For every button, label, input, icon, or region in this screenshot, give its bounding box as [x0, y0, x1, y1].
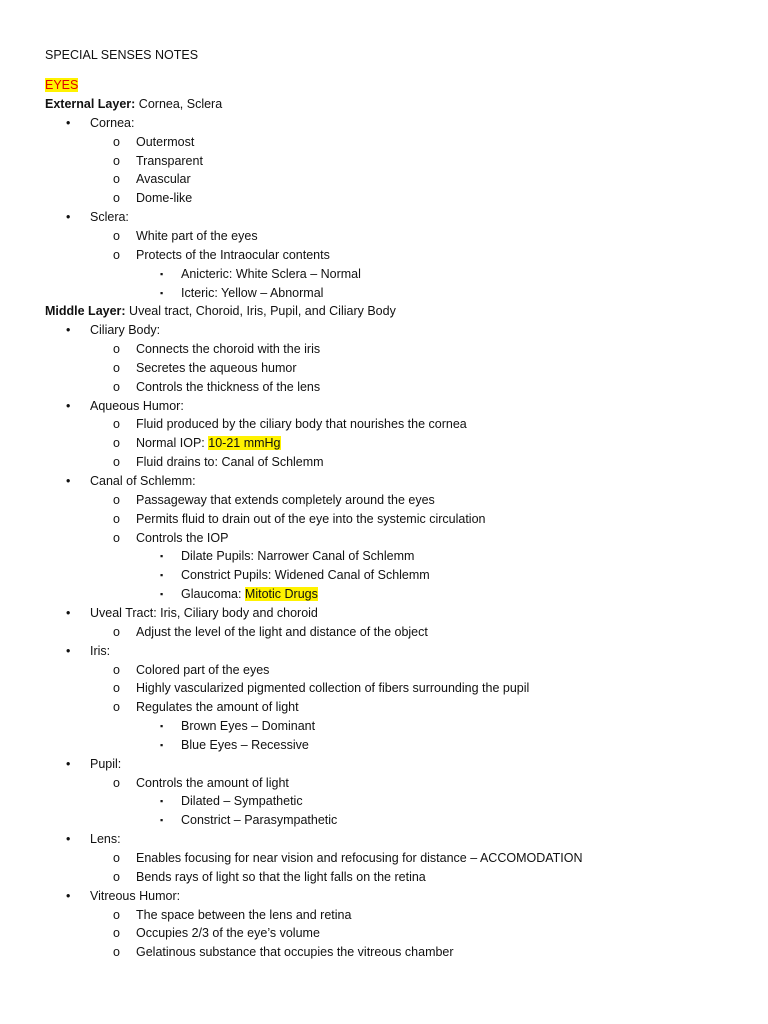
- bullet-marker: o: [113, 360, 120, 375]
- note-text-content: Cornea:: [90, 115, 135, 130]
- bullet-marker: o: [113, 700, 120, 715]
- note-text: [181, 812, 337, 828]
- note-text: [136, 680, 529, 696]
- note-text: [136, 511, 485, 527]
- note-text: [136, 944, 454, 960]
- note-text-content: Blue Eyes – Recessive: [181, 737, 309, 752]
- bullet-marker: •: [66, 605, 71, 620]
- bullet-marker: •: [66, 643, 71, 658]
- note-text-content: Cornea, Sclera: [135, 97, 223, 111]
- note-text: [181, 793, 303, 809]
- note-text: [136, 699, 299, 715]
- section-heading-eyes: [45, 77, 78, 93]
- bullet-marker: ▪: [160, 551, 164, 562]
- note-text: [90, 888, 180, 904]
- bullet-marker: •: [66, 474, 71, 488]
- bullet-marker: ▪: [160, 815, 164, 826]
- note-text-content: Regulates the amount of light: [136, 700, 299, 715]
- note-text-content: Bends rays of light so that the light falls on the retina: [136, 869, 426, 884]
- note-text-content: Dome-like: [136, 191, 193, 206]
- note-text: [90, 473, 196, 489]
- note-text-content: Highly vascularized pigmented collection of fibers surrounding the pupil: [136, 681, 530, 696]
- note-text: [90, 209, 129, 225]
- note-text-content: Normal IOP:: [136, 436, 209, 451]
- note-text: [136, 416, 467, 432]
- bullet-marker: o: [113, 530, 120, 545]
- note-text: [90, 643, 110, 659]
- note-text-content: Permits fluid to drain out of the eye into the systemic circulation: [136, 511, 486, 526]
- note-text: [181, 567, 430, 583]
- note-text-content: Controls the thickness of the lens: [136, 379, 321, 394]
- note-text-content: Lens:: [90, 832, 121, 847]
- note-text: [136, 360, 297, 376]
- bullet-marker: •: [66, 756, 71, 771]
- note-text: [136, 341, 320, 357]
- bullet-marker: •: [66, 323, 71, 338]
- bullet-marker: •: [66, 398, 71, 413]
- bullet-marker: •: [66, 115, 71, 130]
- bullet-marker: ▪: [160, 287, 164, 298]
- bullet-marker: o: [113, 624, 120, 639]
- bullet-marker: o: [113, 436, 120, 451]
- note-text-content: Vitreous Humor:: [90, 888, 181, 903]
- note-text-content: Dilate Pupils: Narrower Canal of Schlemm: [181, 549, 415, 564]
- note-text: [181, 586, 318, 602]
- bullet-marker: o: [113, 681, 120, 696]
- bullet-marker: ▪: [160, 570, 164, 581]
- note-text: [181, 285, 323, 301]
- note-text-content: Colored part of the eyes: [136, 662, 270, 677]
- note-text-content: Aqueous Humor:: [90, 398, 184, 413]
- page-title: SPECIAL SENSES NOTES: [45, 48, 199, 62]
- note-text-content: Constrict Pupils: Widened Canal of Schlemm: [181, 568, 430, 583]
- note-text-content: Controls the IOP: [136, 530, 229, 545]
- bullet-marker: o: [113, 945, 120, 960]
- note-text: [136, 925, 320, 941]
- bullet-marker: o: [113, 153, 120, 168]
- bullet-marker: o: [113, 247, 120, 262]
- note-text-content: Secretes the aqueous humor: [136, 360, 297, 375]
- note-text: [136, 492, 435, 508]
- bullet-marker: ▪: [160, 796, 164, 807]
- note-text: [181, 718, 315, 734]
- note-text: [136, 775, 289, 791]
- bullet-marker: o: [113, 191, 120, 206]
- note-text: [136, 454, 324, 470]
- note-text: [136, 247, 330, 263]
- note-text-content: Canal of Schlemm:: [90, 474, 196, 488]
- note-text-content: Brown Eyes – Dominant: [181, 719, 316, 734]
- bullet-marker: o: [113, 511, 120, 526]
- note-text-content: Icteric: Yellow – Abnormal: [181, 285, 324, 300]
- note-text: [136, 435, 281, 451]
- bullet-marker: ▪: [160, 721, 164, 732]
- bullet-marker: o: [113, 379, 120, 394]
- bullet-marker: o: [113, 228, 120, 243]
- note-text: [136, 662, 269, 678]
- bullet-marker: •: [66, 832, 71, 847]
- note-text: [181, 548, 414, 564]
- bullet-marker: ▪: [160, 268, 164, 279]
- bullet-marker: o: [113, 851, 120, 865]
- note-text-content: Uveal Tract: Iris, Ciliary body and choroid: [90, 605, 318, 620]
- note-text-content: Fluid produced by the ciliary body that nourishes the cornea: [136, 417, 467, 432]
- note-text-content: Avascular: [136, 172, 191, 187]
- bullet-marker: o: [113, 775, 120, 790]
- bullet-marker: o: [113, 662, 120, 677]
- note-text: [136, 624, 428, 640]
- eyes-heading: EYES: [45, 78, 79, 92]
- note-text-content: Occupies 2/3 of the eye’s volume: [136, 926, 320, 941]
- note-text-content: Pupil:: [90, 756, 122, 771]
- note-text-content: The space between the lens and retina: [136, 907, 352, 922]
- bullet-marker: o: [113, 342, 120, 357]
- note-text-content: Fluid drains to: Canal of Schlemm: [136, 455, 324, 470]
- note-text-content: Ciliary Body:: [90, 323, 161, 338]
- note-text: [136, 850, 583, 866]
- highlighted-text: Mitotic Drugs: [244, 587, 318, 602]
- bullet-marker: o: [113, 455, 120, 470]
- note-text: [136, 134, 194, 150]
- note-text-content: White part of the eyes: [136, 228, 258, 243]
- note-text: [136, 530, 228, 546]
- note-text: [90, 398, 184, 414]
- bullet-marker: o: [113, 492, 120, 507]
- bullet-marker: o: [113, 134, 120, 149]
- note-text-content: Constrict – Parasympathetic: [181, 813, 338, 828]
- note-text-content: Controls the amount of light: [136, 775, 289, 790]
- note-text: [181, 737, 309, 753]
- note-text: [45, 96, 222, 112]
- note-text: [136, 907, 351, 923]
- note-text: [181, 266, 361, 282]
- bullet-marker: ▪: [160, 739, 164, 750]
- note-text: [90, 115, 134, 131]
- note-text-content: Protects of the Intraocular contents: [136, 247, 330, 262]
- highlighted-text: 10-21 mmHg: [208, 436, 281, 451]
- bullet-marker: o: [113, 869, 120, 884]
- note-text: [136, 869, 426, 885]
- layer-label: External Layer:: [45, 97, 136, 111]
- note-text: [136, 171, 191, 187]
- bullet-marker: o: [113, 417, 120, 432]
- note-text-content: Connects the choroid with the iris: [136, 342, 321, 357]
- note-text-content: Outermost: [136, 134, 195, 149]
- note-text: [136, 379, 320, 395]
- bullet-marker: •: [66, 888, 71, 903]
- note-text-content: Transparent: [136, 153, 203, 168]
- layer-label: Middle Layer:: [45, 304, 126, 319]
- note-text-content: Dilated – Sympathetic: [181, 794, 303, 809]
- note-text: [90, 831, 121, 847]
- note-text-content: Sclera:: [90, 210, 129, 225]
- note-text-content: Uveal tract, Choroid, Iris, Pupil, and Ciliary Body: [125, 304, 396, 319]
- bullet-marker: o: [113, 172, 120, 187]
- note-text-content: Adjust the level of the light and distance of the object: [136, 624, 428, 639]
- bullet-marker: •: [66, 210, 71, 225]
- note-text: [136, 190, 192, 206]
- note-text: [90, 322, 160, 338]
- note-text-content: Passageway that extends completely around the eyes: [136, 492, 435, 507]
- note-text: [90, 756, 121, 772]
- note-text: [45, 303, 396, 319]
- note-text-content: Iris:: [90, 643, 111, 658]
- note-text-content: Glaucoma:: [181, 587, 245, 602]
- note-text: [90, 605, 318, 621]
- bullet-marker: o: [113, 907, 120, 922]
- bullet-marker: o: [113, 926, 120, 941]
- note-text: [136, 228, 258, 244]
- note-text-content: Anicteric: White Sclera – Normal: [181, 266, 361, 281]
- note-text-content: Gelatinous substance that occupies the vitreous chamber: [136, 945, 454, 960]
- bullet-marker: ▪: [160, 589, 164, 600]
- note-text: [136, 153, 203, 169]
- note-text-content: Enables focusing for near vision and refocusing for distance – ACCOMODATION: [136, 851, 583, 865]
